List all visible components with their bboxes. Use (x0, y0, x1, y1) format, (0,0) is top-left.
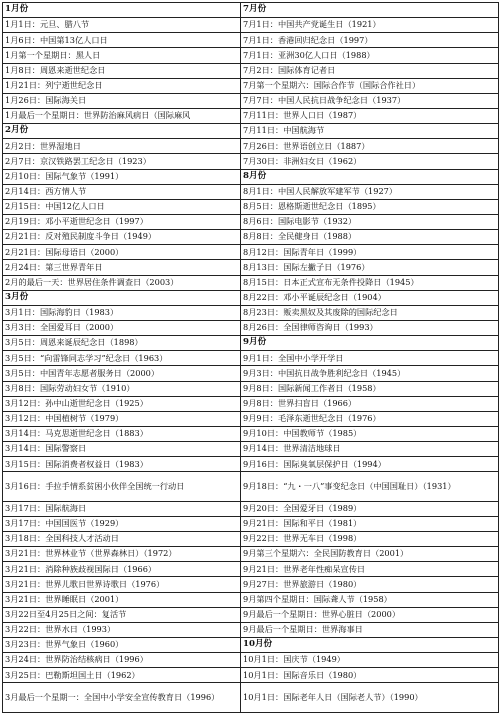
table-row (3, 351, 499, 366)
holiday-cell: 3月1日：国际海豹日（1983） (3, 305, 241, 320)
table-row (3, 3, 499, 18)
holiday-cell: 3月8日：国际劳动妇女节（1910） (3, 381, 241, 396)
holiday-cell: 1月6日：中国第13亿人口日 (3, 33, 241, 48)
holiday-cell: 9月1日：全国中小学开学日 (241, 351, 499, 366)
holiday-cell: 3月24日：世界防治结核病日（1996） (3, 653, 241, 668)
holiday-table (2, 2, 499, 713)
table-row (3, 457, 499, 472)
holiday-cell: 2月14日：西方情人节 (3, 184, 241, 199)
holiday-cell: 8月26日：全国律师咨询日（1993） (241, 320, 499, 335)
holiday-cell: 3月5日：中国青年志愿者服务日（2000） (3, 366, 241, 381)
holiday-cell: 7月30日：非洲妇女日（1962） (241, 154, 499, 169)
holiday-cell: 8月5日：恩格斯逝世纪念日（1895） (241, 199, 499, 214)
table-row (3, 169, 499, 184)
holiday-cell: 10月1日：国庆节（1949） (241, 653, 499, 668)
holiday-cell: 2月7日：京汉铁路罢工纪念日（1923） (3, 154, 241, 169)
table-row (3, 683, 499, 712)
table-row (3, 366, 499, 381)
table-row (3, 139, 499, 154)
holiday-cell: 2月15日：中国12亿人口日 (3, 199, 241, 214)
holiday-cell: 9月第四个星期日：国际聋人节（1958） (241, 592, 499, 607)
holiday-cell: 3月22日：世界水日（1993） (3, 622, 241, 637)
table-row (3, 63, 499, 78)
holiday-cell: 9月22日：世界无车日（1998） (241, 531, 499, 546)
holiday-cell: 2月2日：世界湿地日 (3, 139, 241, 154)
holiday-cell: 1月1日：元旦、腊八节 (3, 18, 241, 33)
holiday-cell: 3月14日：马克思逝世纪念日（1883） (3, 426, 241, 441)
holiday-cell: 3月23日：世界气象日（1960） (3, 637, 241, 652)
holiday-cell: 3月12日：孙中山逝世纪念日（1925） (3, 396, 241, 411)
holiday-cell: 2月21日：国际母语日（2000） (3, 245, 241, 260)
holiday-cell: 7月1日：中国共产党诞生日（1921） (241, 18, 499, 33)
holiday-cell: 3月25日：巴勒斯坦国土日（1962） (3, 668, 241, 683)
holiday-cell: 7月11日：世界人口日（1987） (241, 108, 499, 123)
holiday-cell: 8月6日：国际电影节（1932） (241, 214, 499, 229)
holiday-cell: 2月21日：反对殖民制度斗争日（1949） (3, 230, 241, 245)
holiday-cell: 2月24日：第三世界青年日 (3, 260, 241, 275)
table-row (3, 275, 499, 290)
table-row (3, 184, 499, 199)
holiday-cell: 3月3日：全国爱耳日（2000） (3, 320, 241, 335)
holiday-cell: 8月1日：中国人民解放军建军节（1927） (241, 184, 499, 199)
holiday-cell: 9月10日：中国教师节（1985） (241, 426, 499, 441)
table-row (3, 668, 499, 683)
holiday-cell: 3月17日：中国国医节（1929） (3, 516, 241, 531)
holiday-cell: 8月12日：国际青年日（1999） (241, 245, 499, 260)
table-row (3, 320, 499, 335)
table-row (3, 442, 499, 457)
holiday-cell: 2月的最后一天：世界居住条件调查日（2003） (3, 275, 241, 290)
holiday-cell: 8月22日：邓小平诞辰纪念日（1904） (241, 290, 499, 305)
table-row (3, 592, 499, 607)
table-row (3, 93, 499, 108)
holiday-cell: 8月23日：贩卖黑奴及其废除的国际纪念日 (241, 305, 499, 320)
holiday-cell: 3月最后一个星期一：全国中小学安全宣传教育日（1996） (3, 683, 241, 712)
holiday-cell: 3月21日：世界儿歌日世界诗歌日（1976） (3, 577, 241, 592)
holiday-cell: 2月10日：国际气象节（1991） (3, 169, 241, 184)
month-header-cell: 2月份 (3, 124, 241, 139)
holiday-cell: 9月21日：世界老年性痴呆宣传日 (241, 562, 499, 577)
holiday-cell: 3月21日：世界睡眠日（2001） (3, 592, 241, 607)
holiday-cell: 9月第三个星期六：全民国防教育日（2001） (241, 547, 499, 562)
table-row (3, 290, 499, 305)
table-row (3, 531, 499, 546)
holiday-cell: 3月5日：周恩来诞辰纪念日（1898） (3, 336, 241, 351)
holiday-cell: 3月17日：国际航海日 (3, 501, 241, 516)
holiday-cell: 8月8日：全民健身日（1988） (241, 230, 499, 245)
table-row (3, 472, 499, 501)
table-row (3, 199, 499, 214)
table-row (3, 18, 499, 33)
holiday-cell: 3月5日：“向雷锋同志学习”纪念日（1963） (3, 351, 241, 366)
table-row (3, 230, 499, 245)
table-row (3, 411, 499, 426)
holiday-cell: 9月3日：中国抗日战争胜利纪念日（1945） (241, 366, 499, 381)
table-row (3, 260, 499, 275)
holiday-cell: 10月1日：国际老年人日（国际老人节）（1990） (241, 683, 499, 712)
holiday-cell: 10月1日：国际音乐日（1980） (241, 668, 499, 683)
holiday-cell: 3月15日：国际消费者权益日（1983） (3, 457, 241, 472)
holiday-cell: 3月14日：国际警察日 (3, 442, 241, 457)
holiday-cell: 7月1日：亚洲30亿人口日（1988） (241, 48, 499, 63)
table-row (3, 48, 499, 63)
table-row (3, 516, 499, 531)
table-row (3, 108, 499, 123)
holiday-cell: 3月12日：中国植树节（1979） (3, 411, 241, 426)
holiday-cell: 9月8日：世界扫盲日（1966） (241, 396, 499, 411)
holiday-cell: 7月11日：中国航海节 (241, 124, 499, 139)
holiday-cell: 7月7日：中国人民抗日战争纪念日（1937） (241, 93, 499, 108)
table-row (3, 637, 499, 652)
month-header-cell: 1月份 (3, 3, 241, 18)
holiday-cell: 7月1日：香港回归纪念日（1997） (241, 33, 499, 48)
holiday-cell: 9月21日：国际和平日（1981） (241, 516, 499, 531)
holiday-cell: 1月最后一个星期日：世界防治麻风病日（国际麻风 (3, 108, 241, 123)
table-row (3, 607, 499, 622)
holiday-cell: 9月27日：世界旅游日（1980） (241, 577, 499, 592)
holiday-table-body (3, 3, 499, 713)
table-row (3, 396, 499, 411)
holiday-cell: 8月15日：日本正式宣布无条件投降日（1945） (241, 275, 499, 290)
holiday-cell: 9月最后一个星期日：世界海事日 (241, 622, 499, 637)
holiday-cell: 7月26日：世界语创立日（1887） (241, 139, 499, 154)
holiday-cell: 9月18日：“九・一八”事变纪念日（中国国耻日）（1931） (241, 472, 499, 501)
table-row (3, 154, 499, 169)
holiday-cell: 9月20日：全国爱牙日（1989） (241, 501, 499, 516)
holiday-cell: 9月最后一个星期日：世界心脏日（2000） (241, 607, 499, 622)
holiday-cell: 1月8日：周恩来逝世纪念日 (3, 63, 241, 78)
holiday-cell: 3月22日至4月25日之间：复活节 (3, 607, 241, 622)
holiday-cell: 7月2日：国际体育记者日 (241, 63, 499, 78)
holiday-cell: 1月26日：国际海关日 (3, 93, 241, 108)
table-row (3, 622, 499, 637)
table-row (3, 305, 499, 320)
month-header-cell: 9月份 (241, 336, 499, 351)
table-row (3, 562, 499, 577)
table-row (3, 653, 499, 668)
month-header-cell: 8月份 (241, 169, 499, 184)
holiday-cell: 9月14日：世界清洁地球日 (241, 442, 499, 457)
holiday-cell: 9月9日：毛泽东逝世纪念日（1976） (241, 411, 499, 426)
holiday-cell: 3月16日：手拉手情系贫困小伙伴全国统一行动日 (3, 472, 241, 501)
holiday-cell: 7月第一个星期六：国际合作节（国际合作社日） (241, 78, 499, 93)
month-header-cell: 10月份 (241, 637, 499, 652)
holiday-cell: 3月21日：世界林业节（世界森林日）（1972） (3, 547, 241, 562)
holiday-cell: 8月13日：国际左撇子日（1976） (241, 260, 499, 275)
table-row (3, 78, 499, 93)
table-row (3, 245, 499, 260)
table-row (3, 336, 499, 351)
table-row (3, 501, 499, 516)
month-header-cell: 7月份 (241, 3, 499, 18)
holiday-cell: 9月8日：国际新闻工作者日（1958） (241, 381, 499, 396)
table-row (3, 426, 499, 441)
holiday-cell: 3月18日：全国科技人才活动日 (3, 531, 241, 546)
table-row (3, 381, 499, 396)
holiday-cell: 2月19日：邓小平逝世纪念日（1997） (3, 214, 241, 229)
table-row (3, 577, 499, 592)
table-row (3, 214, 499, 229)
holiday-cell: 1月21日：列宁逝世纪念日 (3, 78, 241, 93)
table-row (3, 124, 499, 139)
holiday-cell: 1月第一个星期日：黑人日 (3, 48, 241, 63)
holiday-cell: 3月21日：消除种族歧视国际日（1966） (3, 562, 241, 577)
holiday-cell: 9月16日：国际臭氧层保护日（1994） (241, 457, 499, 472)
table-row (3, 33, 499, 48)
table-row (3, 547, 499, 562)
month-header-cell: 3月份 (3, 290, 241, 305)
